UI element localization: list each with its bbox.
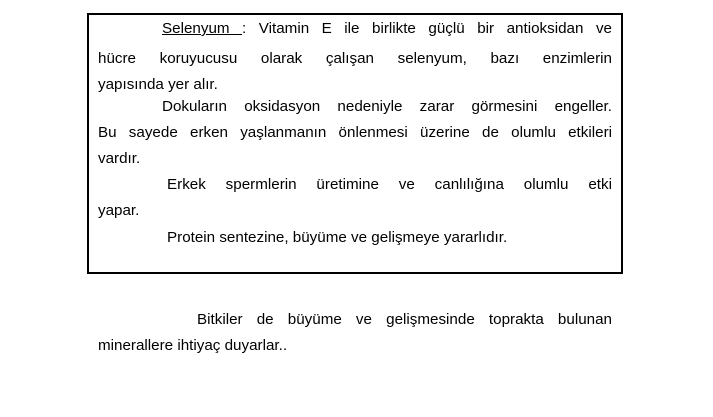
selenium-line-5: Bu sayede erken yaşlanmanın önlenmesi üzerine de olumlu etkileri (98, 124, 612, 141)
selenium-line-4: Dokuların oksidasyon nedeniyle zarar görmesini engeller. (162, 98, 612, 115)
selenium-line-1 (162, 20, 612, 38)
bottom-paragraph-line-1: Bitkiler de büyüme ve gelişmesinde toprakta bulunan (197, 311, 612, 328)
selenium-line-6: vardır. (98, 150, 141, 167)
selenium-line-2: hücre koruyucusu olarak çalışan selenyum, bazı enzimlerin (98, 50, 612, 67)
selenium-line-7: Erkek spermlerin üretimine ve canlılığına olumlu etki (167, 176, 612, 193)
bottom-paragraph-line-2: minerallere ihtiyaç duyarlar.. (98, 337, 288, 354)
selenium-title: Selenyum (162, 20, 243, 37)
selenium-line-1-text: : Vitamin E ile birlikte güçlü bir antioksidan ve (242, 20, 612, 37)
selenium-line-3: yapısında yer alır. (98, 76, 218, 93)
selenium-line-8: yapar. (98, 202, 140, 219)
selenium-line-9: Protein sentezine, büyüme ve gelişmeye yararlıdır. (167, 229, 508, 246)
